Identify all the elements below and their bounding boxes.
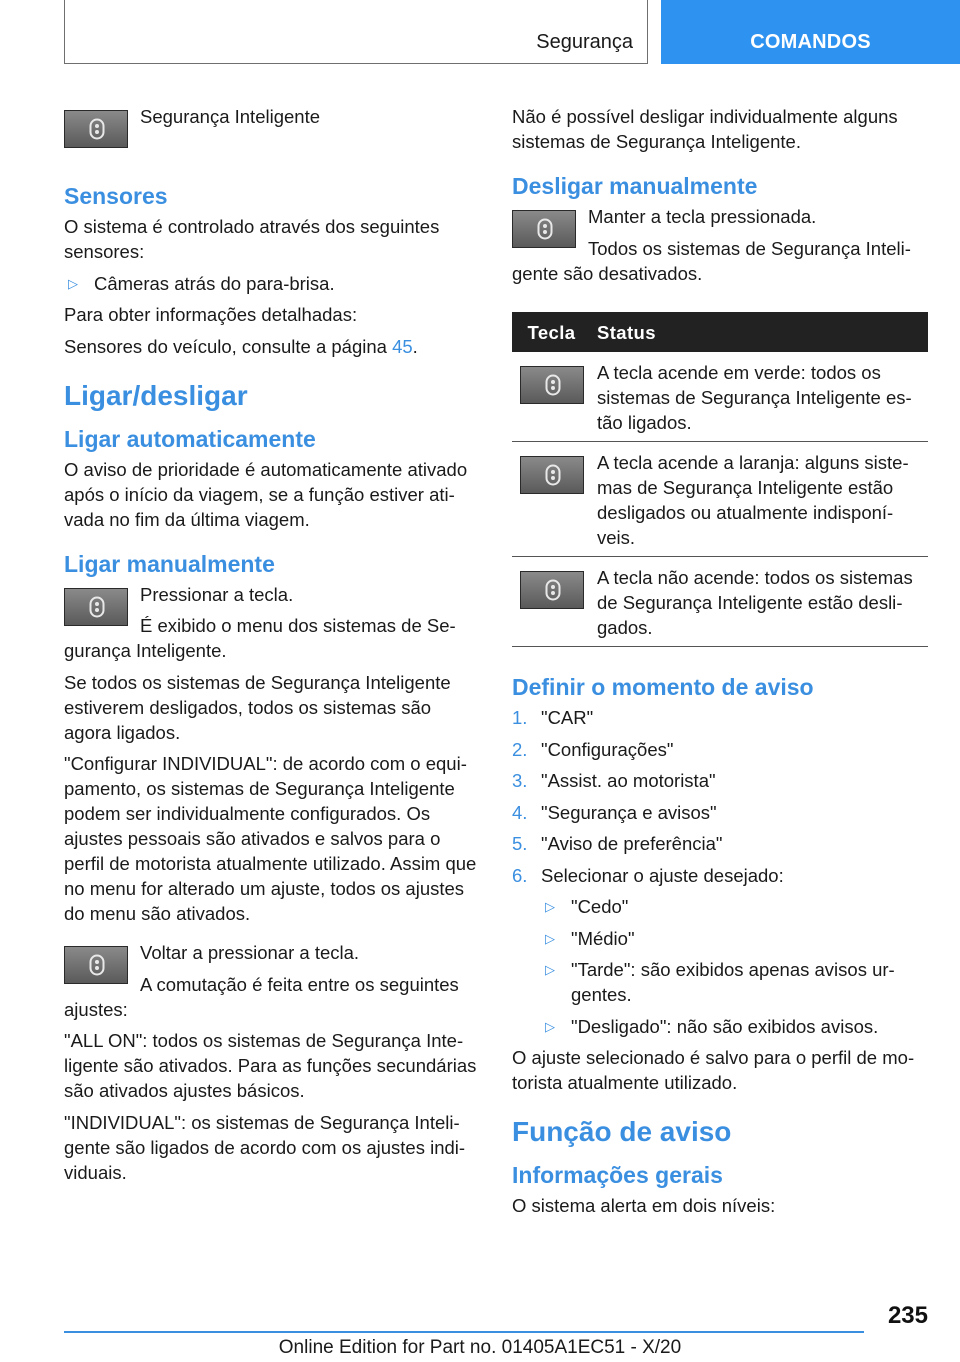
list-item: 2. "Configurações" (512, 738, 674, 760)
desligar-step: Manter a tecla pressionada. (588, 206, 817, 227)
driving-assistant-key-icon (64, 110, 128, 148)
page-number: 235 (887, 1302, 928, 1329)
gerais-text: O sistema alerta em dois níveis: (512, 1195, 776, 1216)
auto-text: O aviso de prioridade é automaticamente ativado após o início da viagem, se a função estiver ativada no fim da última viagem. (64, 458, 468, 530)
heading-sensores: Sensores (64, 183, 168, 209)
list-item: 5. "Aviso de preferência" (512, 833, 723, 854)
heading-momento-aviso: Definir o momento de aviso (512, 674, 814, 700)
triangle-bullet-icon: ▷ (545, 962, 555, 977)
table-header-tecla: Tecla (512, 312, 591, 352)
heading-desligar-manual: Desligar manualmente (512, 173, 758, 199)
sensores-info: Para obter informações detalhadas: (64, 304, 358, 325)
driving-assistant-key-icon (520, 571, 584, 609)
triangle-bullet-icon: ▷ (545, 930, 555, 946)
list-item: 6. Selecionar o ajuste desejado: (512, 864, 784, 886)
manual-step-1b: É exibido o menu dos sistemas de Segurança Inteligente. (64, 615, 456, 661)
manual-key-row (64, 582, 480, 670)
manual-text-4: "INDIVIDUAL": os sistemas de Segurança Inteligente são ligados de acordo com os ajustes individuais. (64, 1111, 466, 1183)
page-link[interactable]: 45 (392, 335, 413, 357)
heading-ligar-desligar: Ligar/desligar (64, 379, 248, 411)
table-cell-status: A tecla não acende: todos os sistemas de Segurança Inteligente estão desligados. (591, 557, 928, 647)
table-row (512, 352, 928, 442)
heading-informacoes-gerais: Informações gerais (512, 1162, 723, 1188)
list-item: 3. "Assist. ao motorista" (512, 770, 716, 791)
sensores-text: O sistema é controlado através dos seguintes sensores: (64, 216, 440, 262)
table-row (512, 557, 928, 647)
driving-assistant-key-icon (64, 946, 128, 984)
list-item: ▷ "Tarde": são exibidos apenas avisos urgentes. (545, 959, 895, 1005)
desligar-intro: Não é possível desligar individualmente alguns sistemas de Segurança Inteligente. (512, 106, 898, 152)
triangle-bullet-icon: ▷ (68, 275, 78, 291)
manual-text-3: "ALL ON": todos os sistemas de Segurança Inteligente são ativados. Para as funções secundárias são ativados ajustes básicos. (64, 1030, 477, 1101)
heading-ligar-auto: Ligar automaticamente (64, 425, 316, 452)
table-cell-status: A tecla acende a laranja: alguns sistemas de Segurança Inteligente estão desligados ou atualmente indisponíveis. (591, 442, 928, 557)
list-item: ▷ "Desligado": não são exibidos avisos. (545, 1015, 879, 1037)
intro-key-row (64, 104, 480, 154)
table-header-status: Status (591, 312, 928, 352)
list-item: ▷ Câmeras atrás do para-brisa. (68, 272, 335, 294)
footer-edition: Online Edition for Part no. 01405A1EC51 - X/20 (278, 1337, 682, 1358)
triangle-bullet-icon: ▷ (545, 1018, 555, 1034)
heading-funcao-aviso: Função de aviso (512, 1116, 732, 1147)
desligar-step-b: Todos os sistemas de Segurança Inteligente são desativados. (512, 237, 911, 284)
manual-text-2: "Configurar INDIVIDUAL": de acordo com o equipamento, os sistemas de Segurança Inteligente podem ser individualmente configurados. Os ajustes pessoais são ativados e salvos para o perfil de motorista atualmente utilizado. Assim que no menu for alterado um ajuste, todos os ajustes do menu são ativados. (64, 753, 477, 924)
manual-step-1: Pressionar a tecla. (140, 583, 294, 605)
table-row (512, 442, 928, 557)
header-chapter-title: COMANDOS (750, 31, 871, 53)
right-column (512, 104, 928, 1225)
momento-text: O ajuste selecionado é salvo para o perfil de motorista atualmente utilizado. (512, 1047, 915, 1093)
header-section-box (64, 0, 648, 64)
driving-assistant-key-icon (512, 210, 576, 248)
manual-step-2b: A comutação é feita entre os seguintes ajustes: (64, 973, 459, 1020)
table-cell-status: A tecla acende em verde: todos os sistemas de Segurança Inteligente estão ligados. (591, 352, 928, 442)
list-item: ▷ "Cedo" (545, 896, 629, 917)
manual-text-1: Se todos os sistemas de Segurança Inteligente estiverem desligados, todos os sistemas são agora ligados. (64, 671, 451, 743)
manual-step-2: Voltar a pressionar a tecla. (140, 942, 360, 963)
status-table (512, 312, 928, 647)
triangle-bullet-icon: ▷ (545, 899, 555, 914)
footer-divider (64, 1331, 864, 1333)
left-column (64, 104, 480, 1191)
table-header-row (512, 312, 928, 352)
sensores-ref: Sensores do veículo, consulte a página 45. (64, 335, 418, 357)
driving-assistant-key-icon (520, 456, 584, 494)
driving-assistant-key-icon (64, 588, 128, 626)
desligar-key-row (512, 204, 928, 292)
heading-ligar-manual: Ligar manualmente (64, 550, 275, 577)
manual-key-row-2 (64, 940, 480, 1028)
driving-assistant-key-icon (520, 366, 584, 404)
header-section-title: Segurança (536, 31, 633, 53)
intro-text: Segurança Inteligente (140, 106, 320, 127)
header-chapter-tab[interactable] (661, 0, 960, 64)
list-item: 1. "CAR" (512, 707, 594, 728)
list-item: ▷ "Médio" (545, 927, 635, 949)
list-item: 4. "Segurança e avisos" (512, 801, 717, 823)
